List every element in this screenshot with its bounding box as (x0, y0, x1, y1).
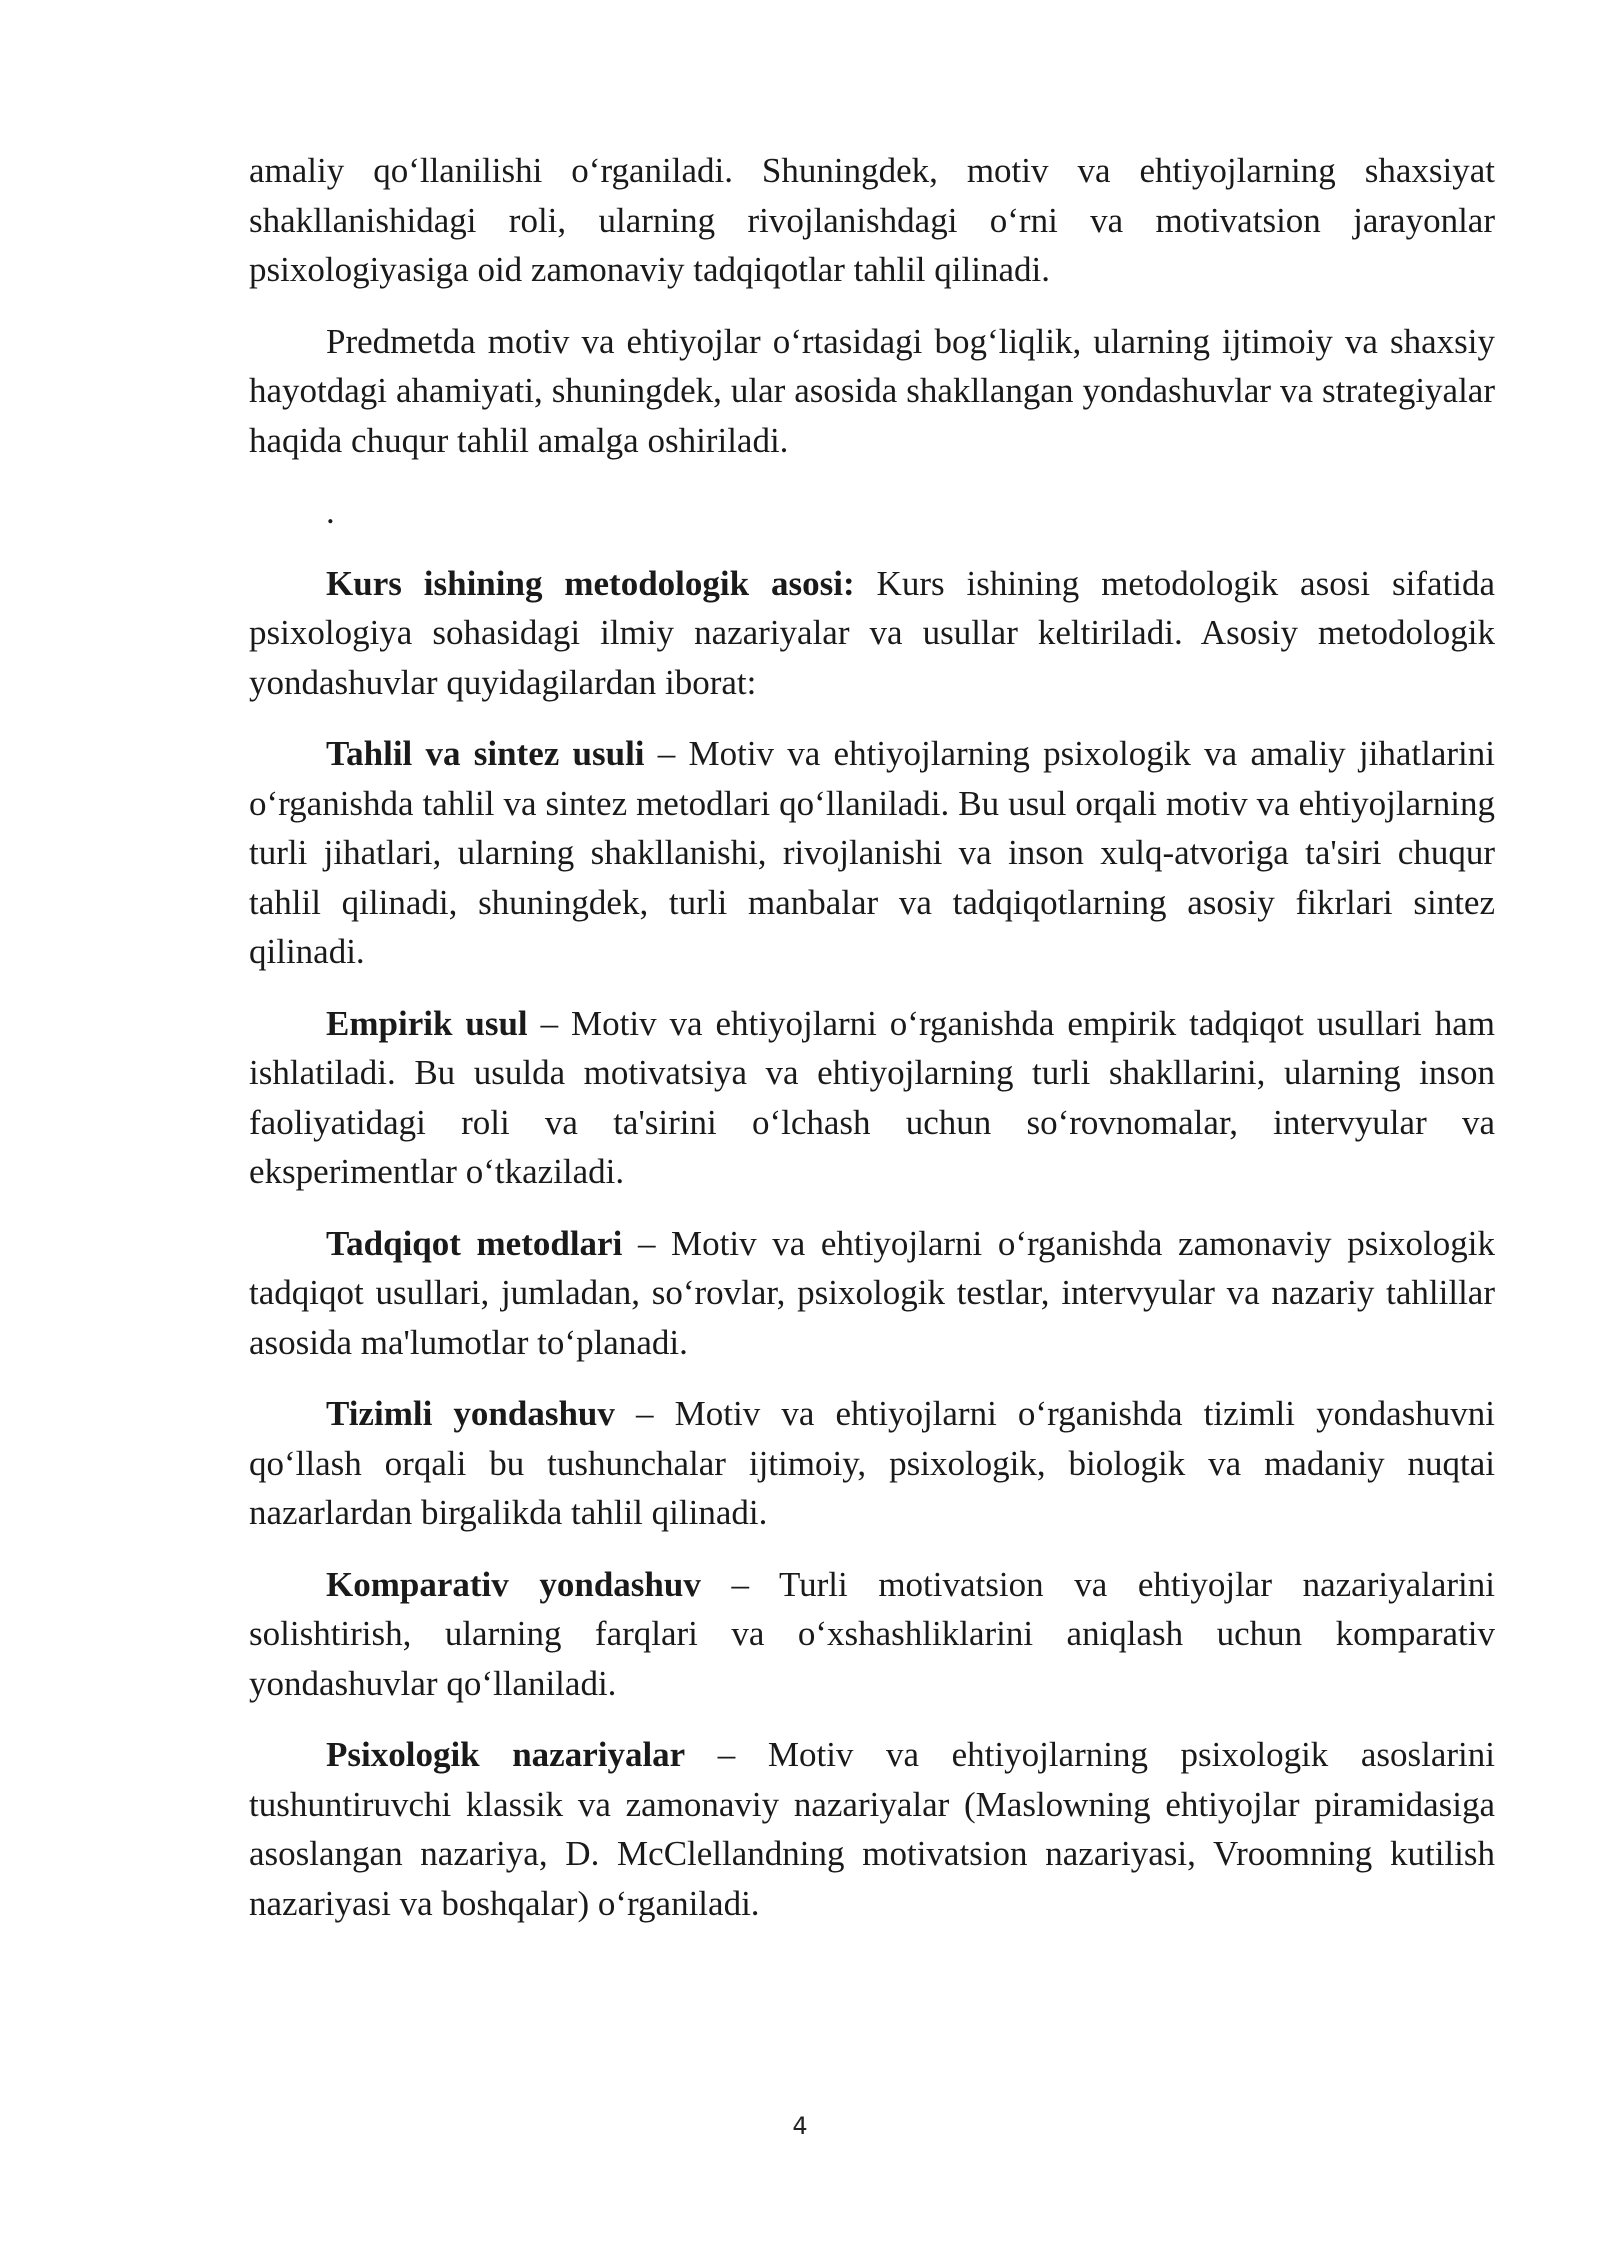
text-comparative: – Turli motivatsion va ehtiyojlar nazariyalarini solishtirish, ularning farqlari va o‘xshashliklarini aniqlash uchun komparativ yondashuvlar qo‘llaniladi. (249, 1564, 1495, 1703)
paragraph-systemic (249, 1389, 1495, 1538)
text-analysis-synthesis: – Motiv va ehtiyojlarning psixologik va amaliy jihatlarini o‘rganishda tahlil va sintez metodlari qo‘llaniladi. Bu usul orqali motiv va ehtiyojlarning turli jihatlari, ularning shakllanishi, rivojlanishi va inson xulq-atvoriga ta'siri chuqur tahlil qilinadi, shuningdek, turli manbalar va tadqiqotlarning asosiy fikrlari sintez qilinadi. (249, 734, 1495, 971)
text-psych-theories: – Motiv va ehtiyojlarning psixologik asoslarini tushuntiruvchi klassik va zamonaviy nazariyalar (Maslowning ehtiyojlar piramidasiga asoslangan nazariya, D. McClellandning motivatsion nazariyasi, Vroomning kutilish nazariyasi va boshqalar) o‘rganiladi. (249, 1735, 1496, 1923)
paragraph-predmet: Predmetda motiv va ehtiyojlar o‘rtasidagi bog‘liqlik, ularning ijtimoiy va shaxsiy hayotdagi ahamiyati, shuningdek, ular asosida shakllangan yondashuvlar va strategiyalar haqida chuqur tahlil amalga oshiriladi. (249, 321, 1495, 460)
page-body (249, 146, 1495, 1950)
term-comparative: Komparativ yondashuv (326, 1564, 701, 1604)
paragraph-analysis-synthesis (249, 729, 1495, 977)
term-methodology: Kurs ishining metodologik asosi: (326, 563, 855, 603)
paragraph-research-methods (249, 1219, 1495, 1368)
page-number: 4 (792, 2112, 808, 2140)
paragraph-methodology (249, 559, 1495, 708)
stray-dot: . (326, 492, 335, 531)
text-research-methods: – Motiv va ehtiyojlarni o‘rganishda zamonaviy psixologik tadqiqot usullari, jumladan, so‘rovlar, psixologik testlar, intervyular va nazariy tahlillar asosida ma'lumotlar to‘planadi. (249, 1223, 1496, 1362)
paragraph-continuation: amaliy qo‘llanilishi o‘rganiladi. Shuningdek, motiv va ehtiyojlarning shaxsiyat shakllanishidagi roli, ularning rivojlanishdagi o‘rni va motivatsion jarayonlar psixologiyasiga oid zamonaviy tadqiqotlar tahlil qilinadi. (249, 151, 1495, 289)
paragraph-empirical (249, 999, 1495, 1197)
paragraph-psych-theories (249, 1730, 1495, 1928)
paragraph-comparative (249, 1560, 1495, 1709)
term-psych-theories: Psixologik nazariyalar (326, 1735, 686, 1774)
term-empirical: Empirik usul (326, 1003, 528, 1043)
term-analysis-synthesis: Tahlil va sintez usuli (326, 734, 645, 773)
text-methodology: Kurs ishining metodologik asosi sifatida psixologiya sohasidagi ilmiy nazariyalar va usullar keltiriladi. Asosiy metodologik yondashuvlar quyidagilardan iborat: (249, 563, 1495, 702)
text-systemic: – Motiv va ehtiyojlarni o‘rganishda tizimli yondashuvni qo‘llash orqali bu tushunchalar ijtimoiy, psixologik, biologik va madaniy nuqtai nazarlardan birgalikda tahlil qilinadi. (249, 1394, 1495, 1532)
term-systemic: Tizimli yondashuv (326, 1394, 615, 1433)
text-empirical: – Motiv va ehtiyojlarni o‘rganishda empirik tadqiqot usullari ham ishlatiladi. Bu usulda motivatsiya va ehtiyojlarning turli shakllarini, ularning inson faoliyatidagi roli va ta'sirini o‘lchash uchun so‘rovnomalar, intervyular va eksperimentlar o‘tkaziladi. (249, 1003, 1495, 1191)
term-research-methods: Tadqiqot metodlari (326, 1223, 623, 1263)
